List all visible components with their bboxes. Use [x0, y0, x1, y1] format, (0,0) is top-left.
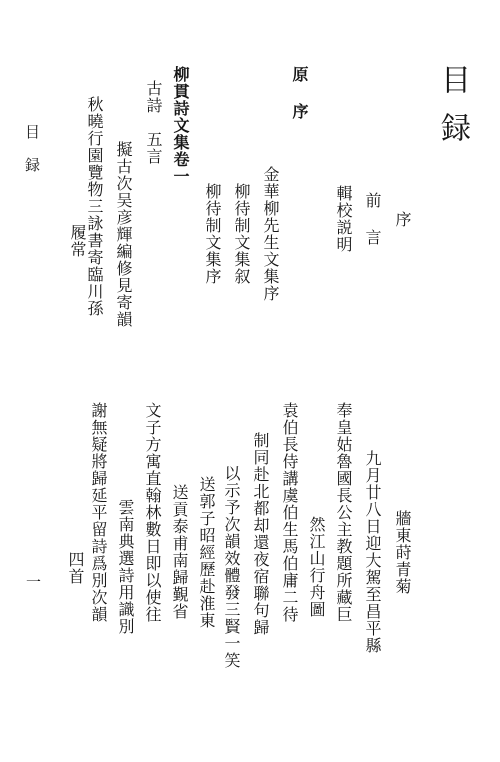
entry-title: 序 [393, 210, 412, 228]
toc-entry-poem-2: 秋曉行園覽物三詠書寄臨川孫 [85, 96, 104, 317]
section-heading-volume-one: 柳貫詩文集卷一 [171, 66, 190, 185]
toc-entry-poem-5-cont [303, 432, 329, 702]
page-title: 目録 [435, 64, 470, 160]
toc-entry-liu-preface-su [228, 96, 254, 372]
toc-entry-poem-9: 文子方寓直翰林數日即以使往 [143, 402, 162, 623]
subsection-heading-ancient-poems: 古詩 五言 [144, 80, 163, 165]
toc-entry-preface [389, 66, 415, 372]
toc-entry-jinhua-preface [257, 96, 283, 372]
toc-entry-poem-1 [110, 96, 136, 372]
toc-entry-poem-6-cont-1: 制同赴北都却還夜宿聯句歸 [251, 432, 270, 636]
entry-title: 九月廿八日迎大駕至昌平縣 [363, 450, 382, 654]
toc-entry-poem-10: 謝無疑將歸延平留詩爲別次韻 [89, 402, 108, 623]
entry-title: 然江山行舟圖 [307, 516, 326, 618]
toc-entry-poem-5: 奉皇姑魯國長公主教題所藏巨 [334, 402, 353, 623]
toc-entry-poem-4 [359, 402, 385, 702]
toc-entry-foreword [359, 66, 385, 372]
entry-title: 牆東莳青菊 [393, 509, 412, 595]
toc-entry-poem-3 [389, 402, 415, 702]
entry-title: 擬古次吴彦輝編修見寄韻 [114, 140, 133, 328]
entry-title: 以示予次韻效體發三賢一笑 [222, 465, 241, 669]
entry-title: 雲南典選詩用識別 [116, 499, 135, 635]
section-heading-original-prefaces: 原 序 [290, 66, 309, 120]
entry-title: 柳待制文集序 [203, 183, 222, 285]
entry-title: 送貢泰甫南歸覲省 [170, 484, 189, 620]
entry-title: 金華柳先生文集序 [261, 166, 280, 302]
entry-title: 送郭子昭經歷赴淮東 [197, 475, 216, 629]
toc-entry-poem-8 [166, 402, 192, 702]
entry-title: 履常 [68, 224, 87, 258]
entry-title: 前 言 [363, 192, 382, 246]
toc-entry-poem-6-cont-2 [218, 432, 244, 702]
entry-title: 四首 [66, 551, 85, 585]
toc-entry-liu-preface-yu [199, 96, 225, 372]
toc-entry-poem-9-cont [112, 432, 138, 702]
entry-title: 柳待制文集叙 [232, 183, 251, 285]
toc-entry-poem-6: 袁伯長侍講虞伯生馬伯庸二待 [280, 402, 299, 623]
toc-entry-editorial-notes [330, 66, 356, 372]
toc-entry-poem-10-cont [62, 432, 88, 704]
page-folio: 一 [24, 574, 42, 589]
entry-title: 輯校説明 [334, 185, 353, 253]
toc-entry-poem-2-cont [64, 110, 90, 372]
running-head: 目録 [23, 124, 41, 190]
toc-entry-poem-7 [193, 402, 219, 702]
